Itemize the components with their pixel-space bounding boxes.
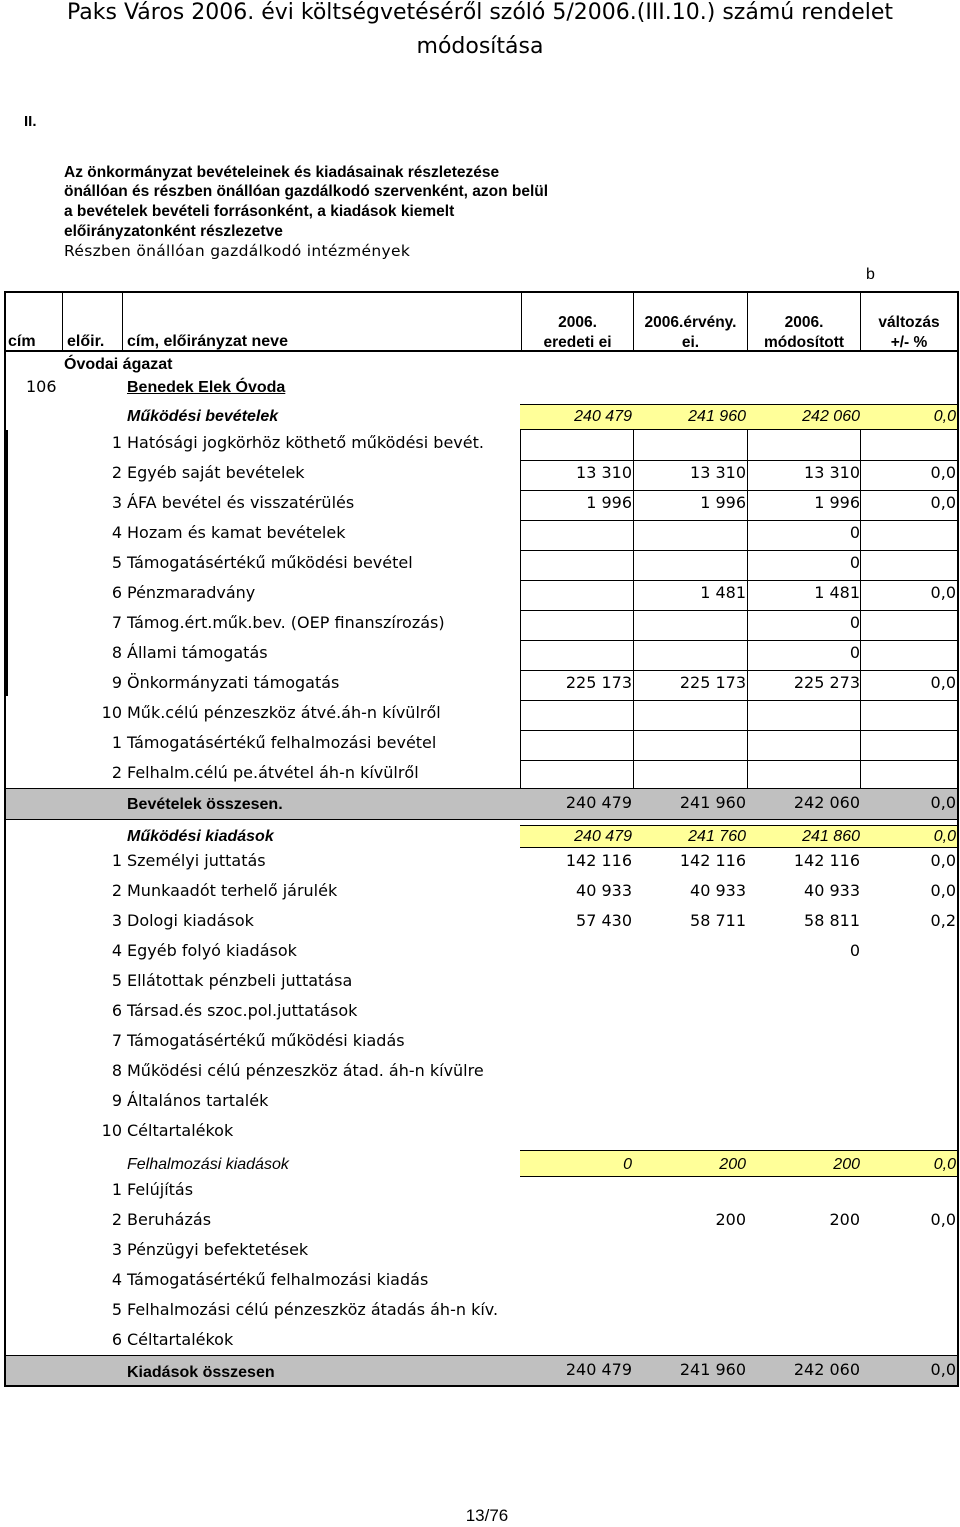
row-number: 1 xyxy=(111,733,122,752)
row-number: 1 xyxy=(111,433,122,452)
row-value-modositott: 40 933 xyxy=(804,881,860,900)
intro-line: Az önkormányzat bevételeinek és kiadásainak részletezése xyxy=(64,164,500,181)
row-label: Működési célú pénzeszköz átad. áh-n kívülre xyxy=(127,1061,484,1080)
row-number: 4 xyxy=(111,1270,122,1289)
expense-total-v4: 0,0 xyxy=(930,1360,956,1379)
page-number: 13/76 xyxy=(465,1506,509,1525)
row-label: ÁFA bevétel és visszatérülés xyxy=(127,493,355,512)
revenue-heading-v4: 0,0 xyxy=(933,408,956,425)
col-header-eloir: előir. xyxy=(67,333,105,350)
row-value-valtozas: 0,0 xyxy=(930,673,956,692)
opex-heading-v3: 241 860 xyxy=(802,828,860,845)
row-label: Munkaadót terhelő járulék xyxy=(127,881,338,900)
expense-total-v2: 241 960 xyxy=(679,1360,746,1379)
opex-heading-v1: 240 479 xyxy=(574,828,632,845)
row-value-ervenyes: 142 116 xyxy=(679,851,746,870)
table-bottom-border xyxy=(4,1385,959,1387)
corner-mark: b xyxy=(866,266,875,283)
row-number: 6 xyxy=(111,1001,122,1020)
row-label: Felhalm.célú pe.átvétel áh-n kívülről xyxy=(127,763,419,782)
row-value-modositott: 142 116 xyxy=(793,851,860,870)
row-label: Társad.és szoc.pol.juttatások xyxy=(127,1001,358,1020)
row-number: 2 xyxy=(111,881,122,900)
row-number: 5 xyxy=(111,553,122,572)
col-header-cim: cím xyxy=(8,333,36,350)
row-number: 3 xyxy=(111,1240,122,1259)
expense-total-v1: 240 479 xyxy=(565,1360,632,1379)
capex-heading-label: Felhalmozási kiadások xyxy=(127,1156,289,1173)
row-label: Pénzmaradvány xyxy=(127,583,256,602)
revenue-heading-label: Működési bevételek xyxy=(127,408,279,425)
row-label: Műk.célú pénzeszköz átvé.áh-n kívülről xyxy=(127,703,441,722)
revenue-heading-v2: 241 960 xyxy=(688,408,746,425)
row-number: 8 xyxy=(111,1061,122,1080)
row-number: 9 xyxy=(111,673,122,692)
intro-line: előirányzatonként részlezetve xyxy=(64,223,283,240)
revenue-heading-v3: 242 060 xyxy=(802,408,860,425)
col-header-eredeti: 2006. eredeti ei xyxy=(543,314,612,351)
section-subtitle: Részben önállóan gazdálkodó intézmények xyxy=(64,242,411,260)
row-label: Támogatásértékű felhalmozási bevétel xyxy=(127,733,437,752)
row-value-eredeti: 1 996 xyxy=(586,493,632,512)
row-number: 6 xyxy=(111,583,122,602)
capex-heading-v3: 200 xyxy=(833,1156,860,1173)
row-value-ervenyes: 200 xyxy=(715,1210,746,1229)
row-value-modositott: 200 xyxy=(829,1210,860,1229)
revenue-total-label: Bevételek összesen. xyxy=(127,796,283,813)
row-value-modositott: 58 811 xyxy=(804,911,860,930)
row-number: 2 xyxy=(111,1210,122,1229)
row-label: Egyéb saját bevételek xyxy=(127,463,305,482)
row-value-valtozas: 0,0 xyxy=(930,881,956,900)
row-number: 1 xyxy=(111,1180,122,1199)
institution-name: Benedek Elek Óvoda xyxy=(127,379,286,396)
table-right-border xyxy=(957,291,959,1387)
row-label: Támogatásértékű működési kiadás xyxy=(127,1031,405,1050)
row-value-modositott: 225 273 xyxy=(793,673,860,692)
row-value-modositott: 0 xyxy=(849,523,860,542)
revenue-total-v3: 242 060 xyxy=(793,793,860,812)
row-number: 2 xyxy=(111,463,122,482)
row-label: Dologi kiadások xyxy=(127,911,254,930)
row-value-valtozas: 0,0 xyxy=(930,493,956,512)
revenue-side-bar xyxy=(4,430,8,696)
row-value-modositott: 13 310 xyxy=(804,463,860,482)
row-label: Beruházás xyxy=(127,1210,212,1229)
row-number: 4 xyxy=(111,523,122,542)
col-header-name: cím, előirányzat neve xyxy=(127,333,288,350)
row-number: 10 xyxy=(101,703,122,722)
capex-heading-v2: 200 xyxy=(719,1156,746,1173)
row-label: Általános tartalék xyxy=(127,1091,269,1110)
row-number: 8 xyxy=(111,643,122,662)
row-number: 10 xyxy=(101,1121,122,1140)
col-header-modositott: 2006. módosított xyxy=(763,314,845,351)
row-value-modositott: 1 481 xyxy=(814,583,860,602)
row-number: 6 xyxy=(111,1330,122,1349)
row-value-valtozas: 0,0 xyxy=(930,851,956,870)
revenue-total-v2: 241 960 xyxy=(679,793,746,812)
row-number: 1 xyxy=(111,851,122,870)
row-value-eredeti: 40 933 xyxy=(576,881,632,900)
revenue-heading-v1: 240 479 xyxy=(574,408,632,425)
capex-heading-v1: 0 xyxy=(623,1156,632,1173)
page-title: Paks Város 2006. évi költségvetéséről szóló 5/2006.(III.10.) számú rendelet xyxy=(66,0,894,25)
row-label: Felhalmozási célú pénzeszköz átadás áh-n kív. xyxy=(127,1300,499,1319)
row-label: Céltartalékok xyxy=(127,1121,234,1140)
row-value-modositott: 0 xyxy=(849,613,860,632)
col-header-ervenyes: 2006.érvény. ei. xyxy=(644,314,737,351)
opex-heading-label: Működési kiadások xyxy=(127,828,274,845)
row-label: Önkormányzati támogatás xyxy=(127,673,340,692)
opex-heading-v4: 0,0 xyxy=(933,828,956,845)
row-value-ervenyes: 40 933 xyxy=(690,881,746,900)
row-value-valtozas: 0,2 xyxy=(930,911,956,930)
intro-line: önállóan és részben önállóan gazdálkodó szervenként, azon belül xyxy=(64,183,549,200)
row-value-ervenyes: 1 996 xyxy=(700,493,746,512)
row-value-ervenyes: 13 310 xyxy=(690,463,746,482)
row-value-eredeti: 57 430 xyxy=(576,911,632,930)
row-label: Pénzügyi befektetések xyxy=(127,1240,309,1259)
row-label: Hatósági jogkörhöz köthető működési bevét. xyxy=(127,433,484,452)
intro-line: a bevételek bevételi forrásonként, a kiadások kiemelt xyxy=(64,203,455,220)
row-number: 5 xyxy=(111,1300,122,1319)
expense-total-v3: 242 060 xyxy=(793,1360,860,1379)
row-label: Felújítás xyxy=(127,1180,194,1199)
row-value-modositott: 0 xyxy=(849,941,860,960)
row-value-valtozas: 0,0 xyxy=(930,1210,956,1229)
row-label: Ellátottak pénzbeli juttatása xyxy=(127,971,353,990)
row-value-ervenyes: 1 481 xyxy=(700,583,746,602)
row-label: Céltartalékok xyxy=(127,1330,234,1349)
row-value-eredeti: 13 310 xyxy=(576,463,632,482)
section-label: II. xyxy=(24,113,37,130)
row-value-valtozas: 0,0 xyxy=(930,463,956,482)
table-top-border xyxy=(4,291,959,293)
row-number: 5 xyxy=(111,971,122,990)
row-number: 3 xyxy=(111,911,122,930)
row-label: Személyi juttatás xyxy=(127,851,266,870)
row-number: 9 xyxy=(111,1091,122,1110)
expense-total-label: Kiadások összesen xyxy=(127,1364,275,1381)
row-label: Állami támogatás xyxy=(127,643,268,662)
sector-label: Óvodai ágazat xyxy=(64,356,173,373)
row-value-modositott: 1 996 xyxy=(814,493,860,512)
row-label: Támogatásértékű működési bevétel xyxy=(127,553,413,572)
institution-code: 106 xyxy=(26,377,57,396)
row-label: Támog.ért.műk.bev. (OEP finanszírozás) xyxy=(127,613,445,632)
row-number: 3 xyxy=(111,493,122,512)
revenue-total-v4: 0,0 xyxy=(930,793,956,812)
revenue-total-v1: 240 479 xyxy=(565,793,632,812)
row-label: Hozam és kamat bevételek xyxy=(127,523,346,542)
row-value-ervenyes: 58 711 xyxy=(690,911,746,930)
col-header-valtozas: változás +/- % xyxy=(878,314,940,351)
row-value-eredeti: 142 116 xyxy=(565,851,632,870)
row-number: 4 xyxy=(111,941,122,960)
page-title-continued: módosítása xyxy=(416,34,544,59)
row-value-modositott: 0 xyxy=(849,643,860,662)
row-number: 2 xyxy=(111,763,122,782)
row-number: 7 xyxy=(111,613,122,632)
row-value-valtozas: 0,0 xyxy=(930,583,956,602)
row-label: Támogatásértékű felhalmozási kiadás xyxy=(127,1270,429,1289)
row-value-ervenyes: 225 173 xyxy=(679,673,746,692)
capex-heading-v4: 0,0 xyxy=(933,1156,956,1173)
row-label: Egyéb folyó kiadások xyxy=(127,941,297,960)
row-number: 7 xyxy=(111,1031,122,1050)
row-value-modositott: 0 xyxy=(849,553,860,572)
opex-heading-v2: 241 760 xyxy=(688,828,746,845)
row-value-eredeti: 225 173 xyxy=(565,673,632,692)
